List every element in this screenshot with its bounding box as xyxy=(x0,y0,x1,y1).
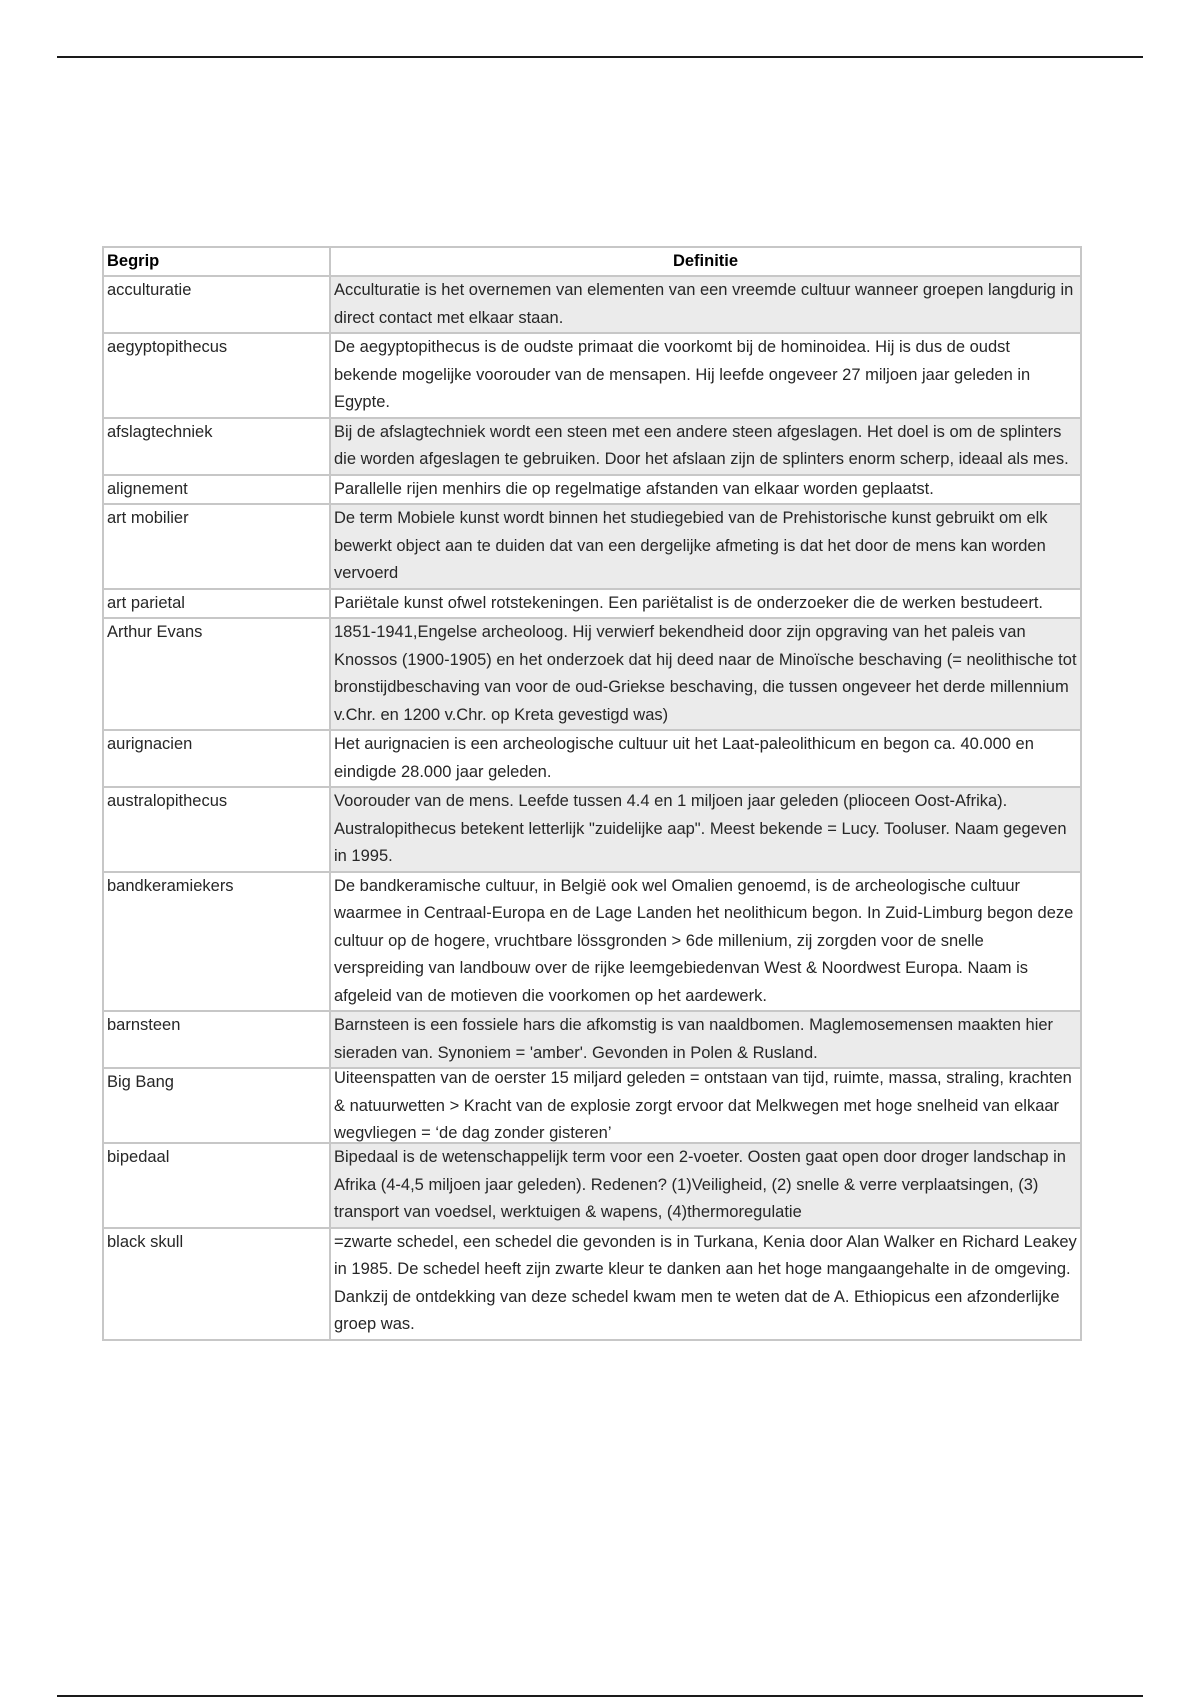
header-term: Begrip xyxy=(103,247,330,276)
term-cell: aurignacien xyxy=(103,730,330,787)
definition-text: Uiteenspatten van de oerster 15 miljard geleden = ontstaan van tijd, ruimte, massa, straling, krachten & natuurwetten > Kracht van de explosie zorgt ervoor dat Melkwegen met hoge snelheid van elkaar wegvliegen = ‘de dag zonder gisteren’ xyxy=(334,1069,1072,1142)
definition-cell: De bandkeramische cultuur, in België ook wel Omalien genoemd, is de archeologische cultuur waarmee in Centraal-Europa en de Lage Landen het neolithicum begon. In Zuid-Limburg begon deze cultuur op de hogere, vruchtbare lössgronden > 6de millenium, zij zorgden voor de snelle verspreiding van landbouw over de rijke leemgebiedenvan West & Noordwest Europa. Naam is afgeleid van de motieven die voorkomen op het aardewerk. xyxy=(330,872,1081,1012)
table-row xyxy=(103,504,1081,589)
definition-cell: De term Mobiele kunst wordt binnen het studiegebied van de Prehistorische kunst gebruikt om elk bewerkt object aan te duiden dat van een dergelijke afmeting is dat het door de mens kan worden vervoerd xyxy=(330,504,1081,589)
header-definition: Definitie xyxy=(330,247,1081,276)
header-rule xyxy=(57,56,1143,58)
term-cell: barnsteen xyxy=(103,1011,330,1068)
definition-cell: Voorouder van de mens. Leefde tussen 4.4 en 1 miljoen jaar geleden (plioceen Oost-Afrika). Australopithecus betekent letterlijk "zuidelijke aap". Meest bekende = Lucy. Tooluser. Naam gegeven in 1995. xyxy=(330,787,1081,872)
definition-cell: Pariëtale kunst ofwel rotstekeningen. Een pariëtalist is de onderzoeker die de werken bestudeert. xyxy=(330,589,1081,619)
table-row xyxy=(103,475,1081,505)
definition-cell: Bipedaal is de wetenschappelijk term voor een 2-voeter. Oosten gaat open door droger landschap in Afrika (4-4,5 miljoen jaar geleden). Redenen? (1)Veiligheid, (2) snelle & verre verplaatsingen, (3) transport van voedsel, werktuigen & wapens, (4)thermoregulatie xyxy=(330,1143,1081,1228)
term-cell: black skull xyxy=(103,1228,330,1340)
term-cell: australopithecus xyxy=(103,787,330,872)
term-cell: aegyptopithecus xyxy=(103,333,330,418)
definition-cell: 1851-1941,Engelse archeoloog. Hij verwierf bekendheid door zijn opgraving van het paleis van Knossos (1900-1905) en het onderzoek dat hij deed naar de Minoïsche beschaving (= neolithische tot bronstijdbeschaving van voor de oud-Griekse beschaving, die tussen ongeveer het derde millennium v.Chr. en 1200 v.Chr. op Kreta gevestigd was) xyxy=(330,618,1081,730)
footer-rule xyxy=(57,1695,1143,1697)
table-row xyxy=(103,1228,1081,1340)
term-cell: art parietal xyxy=(103,589,330,619)
table-row xyxy=(103,418,1081,475)
table-row xyxy=(103,589,1081,619)
table-row xyxy=(103,730,1081,787)
definition-cell: Barnsteen is een fossiele hars die afkomstig is van naaldbomen. Maglemosemensen maakten hier sieraden van. Synoniem = 'amber'. Gevonden in Polen & Rusland. xyxy=(330,1011,1081,1068)
table-row xyxy=(103,1011,1081,1068)
term-cell: bandkeramiekers xyxy=(103,872,330,1012)
table-row xyxy=(103,618,1081,730)
definition-cell: Parallelle rijen menhirs die op regelmatige afstanden van elkaar worden geplaatst. xyxy=(330,475,1081,505)
table-row xyxy=(103,1068,1081,1143)
term-cell: Arthur Evans xyxy=(103,618,330,730)
term-cell: art mobilier xyxy=(103,504,330,589)
term-cell: Big Bang xyxy=(103,1068,330,1143)
definition-cell: Acculturatie is het overnemen van elementen van een vreemde cultuur wanneer groepen langdurig in direct contact met elkaar staan. xyxy=(330,276,1081,333)
table-row xyxy=(103,276,1081,333)
definition-cell: Bij de afslagtechniek wordt een steen met een andere steen afgeslagen. Het doel is om de splinters die worden afgeslagen te gebruiken. Door het afslaan zijn de splinters enorm scherp, ideaal als mes. xyxy=(330,418,1081,475)
definition-cell: De aegyptopithecus is de oudste primaat die voorkomt bij de hominoidea. Hij is dus de oudst bekende mogelijke voorouder van de mensapen. Hij leefde ongeveer 27 miljoen jaar geleden in Egypte. xyxy=(330,333,1081,418)
table-row xyxy=(103,333,1081,418)
table-row xyxy=(103,872,1081,1012)
term-cell: acculturatie xyxy=(103,276,330,333)
term-cell: alignement xyxy=(103,475,330,505)
glossary-table xyxy=(102,246,1082,1341)
table-row xyxy=(103,1143,1081,1228)
term-cell: afslagtechniek xyxy=(103,418,330,475)
table-header-row xyxy=(103,247,1081,276)
table-row xyxy=(103,787,1081,872)
term-cell: bipedaal xyxy=(103,1143,330,1228)
definition-cell: =zwarte schedel, een schedel die gevonden is in Turkana, Kenia door Alan Walker en Richard Leakey in 1985. De schedel heeft zijn zwarte kleur te danken aan het hoge mangaangehalte in de omgeving. Dankzij de ontdekking van deze schedel kwam men te weten dat de A. Ethiopicus een afzonderlijke groep was. xyxy=(330,1228,1081,1340)
definition-cell: Het aurignacien is een archeologische cultuur uit het Laat-paleolithicum en begon ca. 40.000 en eindigde 28.000 jaar geleden. xyxy=(330,730,1081,787)
definition-cell xyxy=(330,1068,1081,1143)
